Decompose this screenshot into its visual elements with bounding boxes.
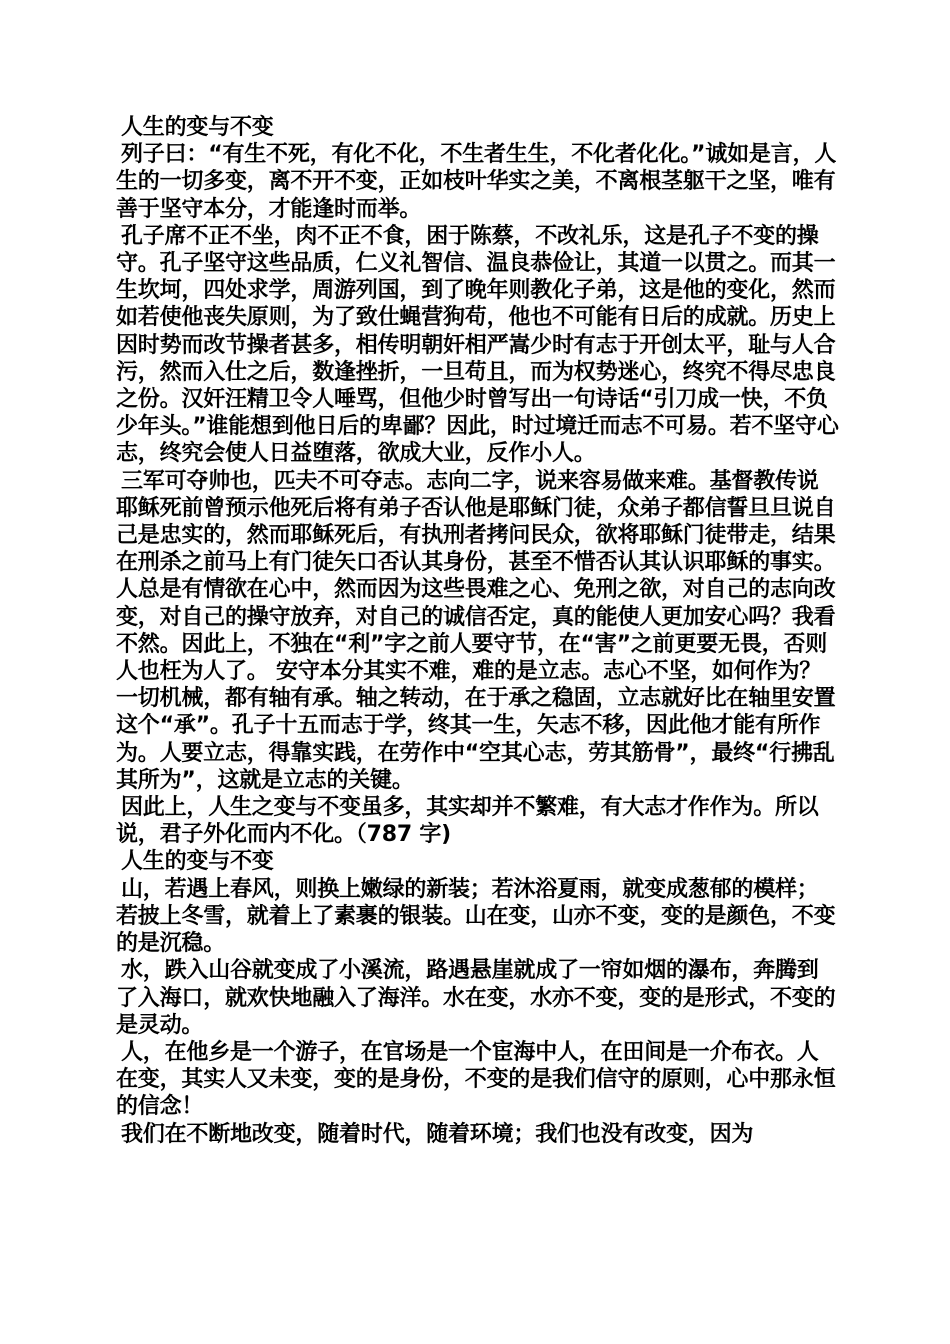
section1-paragraph-3: 三军可夺帅也，匹夫不可夺志。志向二字，说来容易做来难。基督教传说耶稣死前曾预示他死后将有弟子否认他是耶稣门徒，众弟子都信誓旦旦说自己是忠实的，然而耶稣死后，有执刑者拷问民众，欲将耶稣门徒带走，结果在刑杀之前马上有门徒矢口否认其身份，甚至不惜否认其认识耶稣的事实。人总是有情欲在心中，然而因为这些畏难之心、免刑之欲，对自己的志向改变，对自己的操守放弃，对自己的诚信否定，真的能使人更加安心吗？我看不然。因此上，不独在“利”字之前人要守节，在“害”之前更要无畏，否则人也枉为人了。 安守本分其实不难，难的是立志。志心不坚，如何作为？一切机械，都有轴有承。轴之转动，在于承之稳固，立志就好比在轴里安置这个“承”。孔子十五而志于学，终其一生，矢志不移，因此他才能有所作为。人要立志，得靠实践，在劳作中“空其心志，劳其筋骨”，最终“行拂乱其所为”，这就是立志的关键。	[116, 468, 836, 793]
section2-paragraph-3: 人，在他乡是一个游子，在官场是一个宦海中人，在田间是一介布衣。人在变，其实人又未变，变的是身份，不变的是我们信守的原则，心中那永恒的信念！	[116, 1039, 836, 1120]
section1-paragraph-2: 孔子席不正不坐，肉不正不食，困于陈蔡，不改礼乐，这是孔子不变的操守。孔子坚守这些品质，仁义礼智信、温良恭俭让，其道一以贯之。而其一生坎坷，四处求学，周游列国，到了晚年则教化子弟，这是他的变化，然而如若使他丧失原则，为了致仕蝇营狗苟，他也不可能有日后的成就。历史上因时势而改节操者甚多，相传明朝奸相严嵩少时有志于开创太平，耻与人合污，然而入仕之后，数逢挫折，一旦苟且，而为权势迷心，终究不得尽忠良之份。汉奸汪精卫令人唾骂，但他少时曾写出一句诗话“引刀成一快，不负少年头。”谁能想到他日后的卑鄙？因此，时过境迁而志不可易。若不坚守心志，终究会使人日益堕落，欲成大业，反作小人。	[116, 223, 839, 467]
section1-paragraph-1: 列子曰：“有生不死，有化不化，不生者生生，不化者化化。”诚如是言，人生的一切多变，离不开不变，正如枝叶华实之美，不离根茎躯干之坚，唯有善于坚守本分，才能逢时而举。	[116, 142, 837, 222]
section2-title: 人生的变与不变	[121, 849, 274, 875]
section1-title: 人生的变与不变	[121, 115, 274, 140]
section1-paragraph-4: 因此上，人生之变与不变虽多，其实却并不繁难，有大志才作作为。所以说，君子外化而内不化。（787 字)	[116, 795, 819, 848]
section2-paragraph-1: 山，若遇上春风，则换上嫩绿的新装；若沐浴夏雨，就变成葱郁的模样；若披上冬雪，就着上了素裹的银装。山在变，山亦不变，变的是颜色，不变的是沉稳。	[116, 876, 836, 957]
document-page	[116, 114, 840, 1148]
section2-paragraph-4: 我们在不断地改变，随着时代，随着环境；我们也没有改变，因为	[121, 1121, 754, 1147]
section2-paragraph-2: 水，跌入山谷就变成了小溪流，路遇悬崖就成了一帘如烟的瀑布，奔腾到了入海口，就欢快地融入了海洋。水在变，水亦不变，变的是形式，不变的是灵动。	[116, 958, 836, 1038]
